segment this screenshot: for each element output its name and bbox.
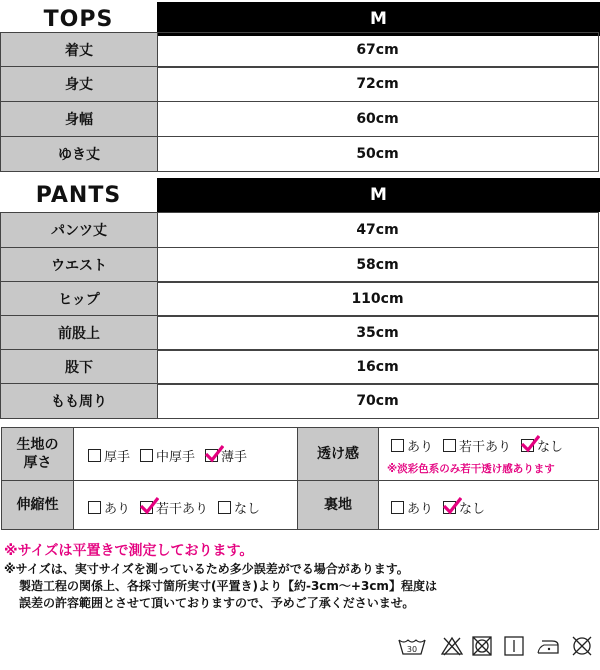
option-yes[interactable]: あり	[391, 498, 433, 517]
pants-row-value: 110cm	[157, 281, 599, 317]
tops-row-label: 身幅	[0, 101, 158, 137]
checkmark-icon	[442, 495, 462, 515]
pants-row-label: ウエスト	[0, 247, 158, 283]
transparency-label: 透け感	[297, 427, 379, 481]
pants-size-header: M	[157, 178, 600, 212]
tops-row	[0, 32, 600, 68]
checkbox-checked[interactable]	[140, 501, 153, 514]
tops-row-value: 60cm	[157, 101, 599, 137]
option-slightly[interactable]: 若干あり	[140, 498, 208, 517]
iron-low-icon	[535, 636, 561, 656]
option-thick[interactable]: 厚手	[88, 446, 130, 465]
pants-row	[0, 383, 600, 419]
lining-options	[378, 480, 599, 530]
checkbox-checked[interactable]	[205, 449, 218, 462]
checkmark-icon	[139, 495, 159, 515]
pants-title: PANTS	[35, 182, 122, 208]
option-yes[interactable]: あり	[391, 436, 433, 455]
pants-row	[0, 349, 600, 385]
option-thin[interactable]: 薄手	[205, 446, 247, 465]
checkbox-checked[interactable]	[443, 501, 456, 514]
pants-row	[0, 315, 600, 351]
stretch-label: 伸縮性	[1, 480, 74, 530]
option-medium-thick[interactable]: 中厚手	[140, 446, 195, 465]
pants-row-value: 70cm	[157, 383, 599, 419]
option-slightly[interactable]: 若干あり	[443, 436, 511, 455]
checkbox[interactable]	[391, 439, 404, 452]
tops-size-header: M	[157, 2, 600, 36]
tops-row-value: 50cm	[157, 136, 599, 172]
checkbox-checked[interactable]	[521, 439, 534, 452]
note-line-2: 製造工程の関係上、各採寸箇所実寸(平置き)より【約-3cm～+3cm】程度は	[19, 579, 437, 593]
line-dry-icon	[503, 636, 525, 656]
thickness-options	[73, 427, 298, 481]
pants-row-value: 16cm	[157, 349, 599, 385]
tops-title: TOPS	[43, 6, 114, 32]
stretch-options	[73, 480, 298, 530]
checkbox[interactable]	[443, 439, 456, 452]
note-line-1: ※サイズは、実寸サイズを測っているため多少誤差がでる場合があります。	[4, 562, 409, 576]
tops-row	[0, 101, 600, 137]
pants-row	[0, 212, 600, 248]
note-line-3: 誤差の許容範囲とさせて頂いておりますので、予めご了承くださいませ。	[19, 596, 415, 610]
pants-header	[0, 178, 600, 212]
no-bleach-icon	[440, 636, 464, 656]
flat-measure-note: ※サイズは平置きで測定しております。	[4, 543, 254, 559]
tops-row-value: 67cm	[157, 32, 599, 68]
pants-row	[0, 247, 600, 283]
option-none[interactable]: なし	[521, 436, 563, 455]
checkmark-icon	[204, 443, 224, 463]
checkbox[interactable]	[391, 501, 404, 514]
pants-row-label: パンツ丈	[0, 212, 158, 248]
pants-row-label: もも周り	[0, 383, 158, 419]
transparency-note: ※淡彩色系のみ若干透け感あります	[387, 463, 555, 475]
lining-label: 裏地	[297, 480, 379, 530]
no-dryclean-icon	[570, 636, 594, 656]
wash-30-icon	[397, 636, 427, 656]
no-tumble-dry-icon	[471, 636, 493, 656]
thickness-label: 生地の 厚さ	[1, 427, 74, 481]
pants-row-value: 47cm	[157, 212, 599, 248]
pants-row-value: 58cm	[157, 247, 599, 283]
checkbox[interactable]	[88, 501, 101, 514]
tops-row-label: 身丈	[0, 66, 158, 102]
tops-row	[0, 136, 600, 172]
svg-text:30: 30	[406, 645, 418, 654]
transparency-options	[378, 427, 599, 481]
checkbox[interactable]	[140, 449, 153, 462]
checkbox[interactable]	[88, 449, 101, 462]
tops-row-label: 着丈	[0, 32, 158, 68]
tops-row-value: 72cm	[157, 66, 599, 102]
tops-header	[0, 2, 600, 36]
checkbox[interactable]	[218, 501, 231, 514]
pants-row-label: 股下	[0, 349, 158, 385]
pants-row-value: 35cm	[157, 315, 599, 351]
option-none[interactable]: なし	[218, 498, 260, 517]
pants-row-label: 前股上	[0, 315, 158, 351]
tops-row-label: ゆき丈	[0, 136, 158, 172]
pants-row-label: ヒップ	[0, 281, 158, 317]
checkmark-icon	[520, 433, 540, 453]
pants-row	[0, 281, 600, 317]
option-yes[interactable]: あり	[88, 498, 130, 517]
option-none[interactable]: なし	[443, 498, 485, 517]
tops-row	[0, 66, 600, 102]
